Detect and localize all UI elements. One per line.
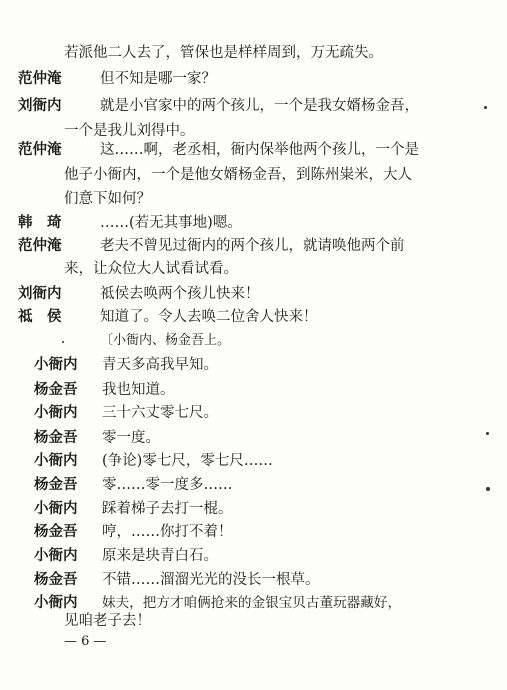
scan-speck xyxy=(486,487,490,491)
scan-speck xyxy=(484,106,487,109)
scan-speck xyxy=(62,341,64,343)
dialogue-continuation: 见咱老子去！ xyxy=(64,613,151,629)
speaker-name: 小衙内 xyxy=(34,404,78,421)
scan-speck xyxy=(486,432,489,435)
dialogue-text: 妹夫，把方才咱俩抢来的金银宝贝古董玩器藏好， xyxy=(102,595,402,611)
dialogue-text: 知道了。令人去唤二位舍人快来！ xyxy=(100,309,318,325)
speaker-name: 杨金吾 xyxy=(34,381,78,398)
dialogue-text: 原来是块青白石。 xyxy=(102,548,218,564)
dialogue-text: 踩着梯子去打一棍。 xyxy=(102,501,233,517)
dialogue-text: 但不知是哪一家？ xyxy=(100,71,216,87)
speaker-name: 刘衙内 xyxy=(18,97,62,114)
dialogue-text: 三十六丈零七尺。 xyxy=(102,405,218,421)
dialogue-continuation: 他子小衙内，一个是他女婿杨金吾，到陈州粜米，大人 xyxy=(64,167,412,183)
speaker-name: 小衙内 xyxy=(34,356,78,373)
dialogue-text: 就是小官家中的两个孩儿，一个是我女婿杨金吾， xyxy=(100,98,419,114)
dialogue-text: 青天多高我早知。 xyxy=(102,357,218,373)
speaker-name: 刘衙内 xyxy=(18,285,62,302)
speaker-name: 小衙内 xyxy=(34,547,78,564)
dialogue-text: 我也知道。 xyxy=(102,382,175,398)
speaker-name: 小衙内 xyxy=(34,594,78,611)
dialogue-text: 哼，……你打不着！ xyxy=(102,524,233,540)
dialogue-text: 零一度。 xyxy=(102,430,160,446)
dialogue-continuation: 一个是我儿刘得中。 xyxy=(64,123,195,139)
speaker-name: 杨金吾 xyxy=(34,523,78,540)
speaker-name: 韩 琦 xyxy=(18,214,62,231)
dialogue-text: ……(若无其事地)嗯。 xyxy=(100,215,242,231)
speaker-name: 杨金吾 xyxy=(34,476,78,493)
script-line: 若派他二人去了，管保也是样样周到，万无疏失。 xyxy=(64,45,383,61)
stage-direction: 〔小衙内、杨金吾上。 xyxy=(100,333,231,348)
dialogue-text: 祗侯去唤两个孩儿快来！ xyxy=(100,286,260,302)
page-number: — 6 — xyxy=(64,634,107,649)
dialogue-text: 老夫不曾见过衙内的两个孩儿，就请唤他两个前 xyxy=(100,238,405,254)
dialogue-text: 不错……溜溜光光的没长一根草。 xyxy=(102,572,320,588)
speaker-name: 范仲淹 xyxy=(18,237,62,254)
speaker-name: 小衙内 xyxy=(34,452,78,469)
dialogue-continuation: 们意下如何？ xyxy=(64,191,151,207)
speaker-name: 杨金吾 xyxy=(34,571,78,588)
speaker-name: 杨金吾 xyxy=(34,429,78,446)
dialogue-text: 这……啊，老丞相，衙内保举他两个孩儿，一个是 xyxy=(100,142,419,158)
speaker-name: 范仲淹 xyxy=(18,70,62,87)
speaker-name: 小衙内 xyxy=(34,500,78,517)
speaker-name: 范仲淹 xyxy=(18,141,62,158)
dialogue-continuation: 来，让众位大人试看试看。 xyxy=(64,261,238,277)
speaker-name: 祗 侯 xyxy=(18,308,62,325)
dialogue-text: (争论)零七尺，零七尺…… xyxy=(102,453,273,469)
dialogue-text: 零……零一度多…… xyxy=(102,477,233,493)
